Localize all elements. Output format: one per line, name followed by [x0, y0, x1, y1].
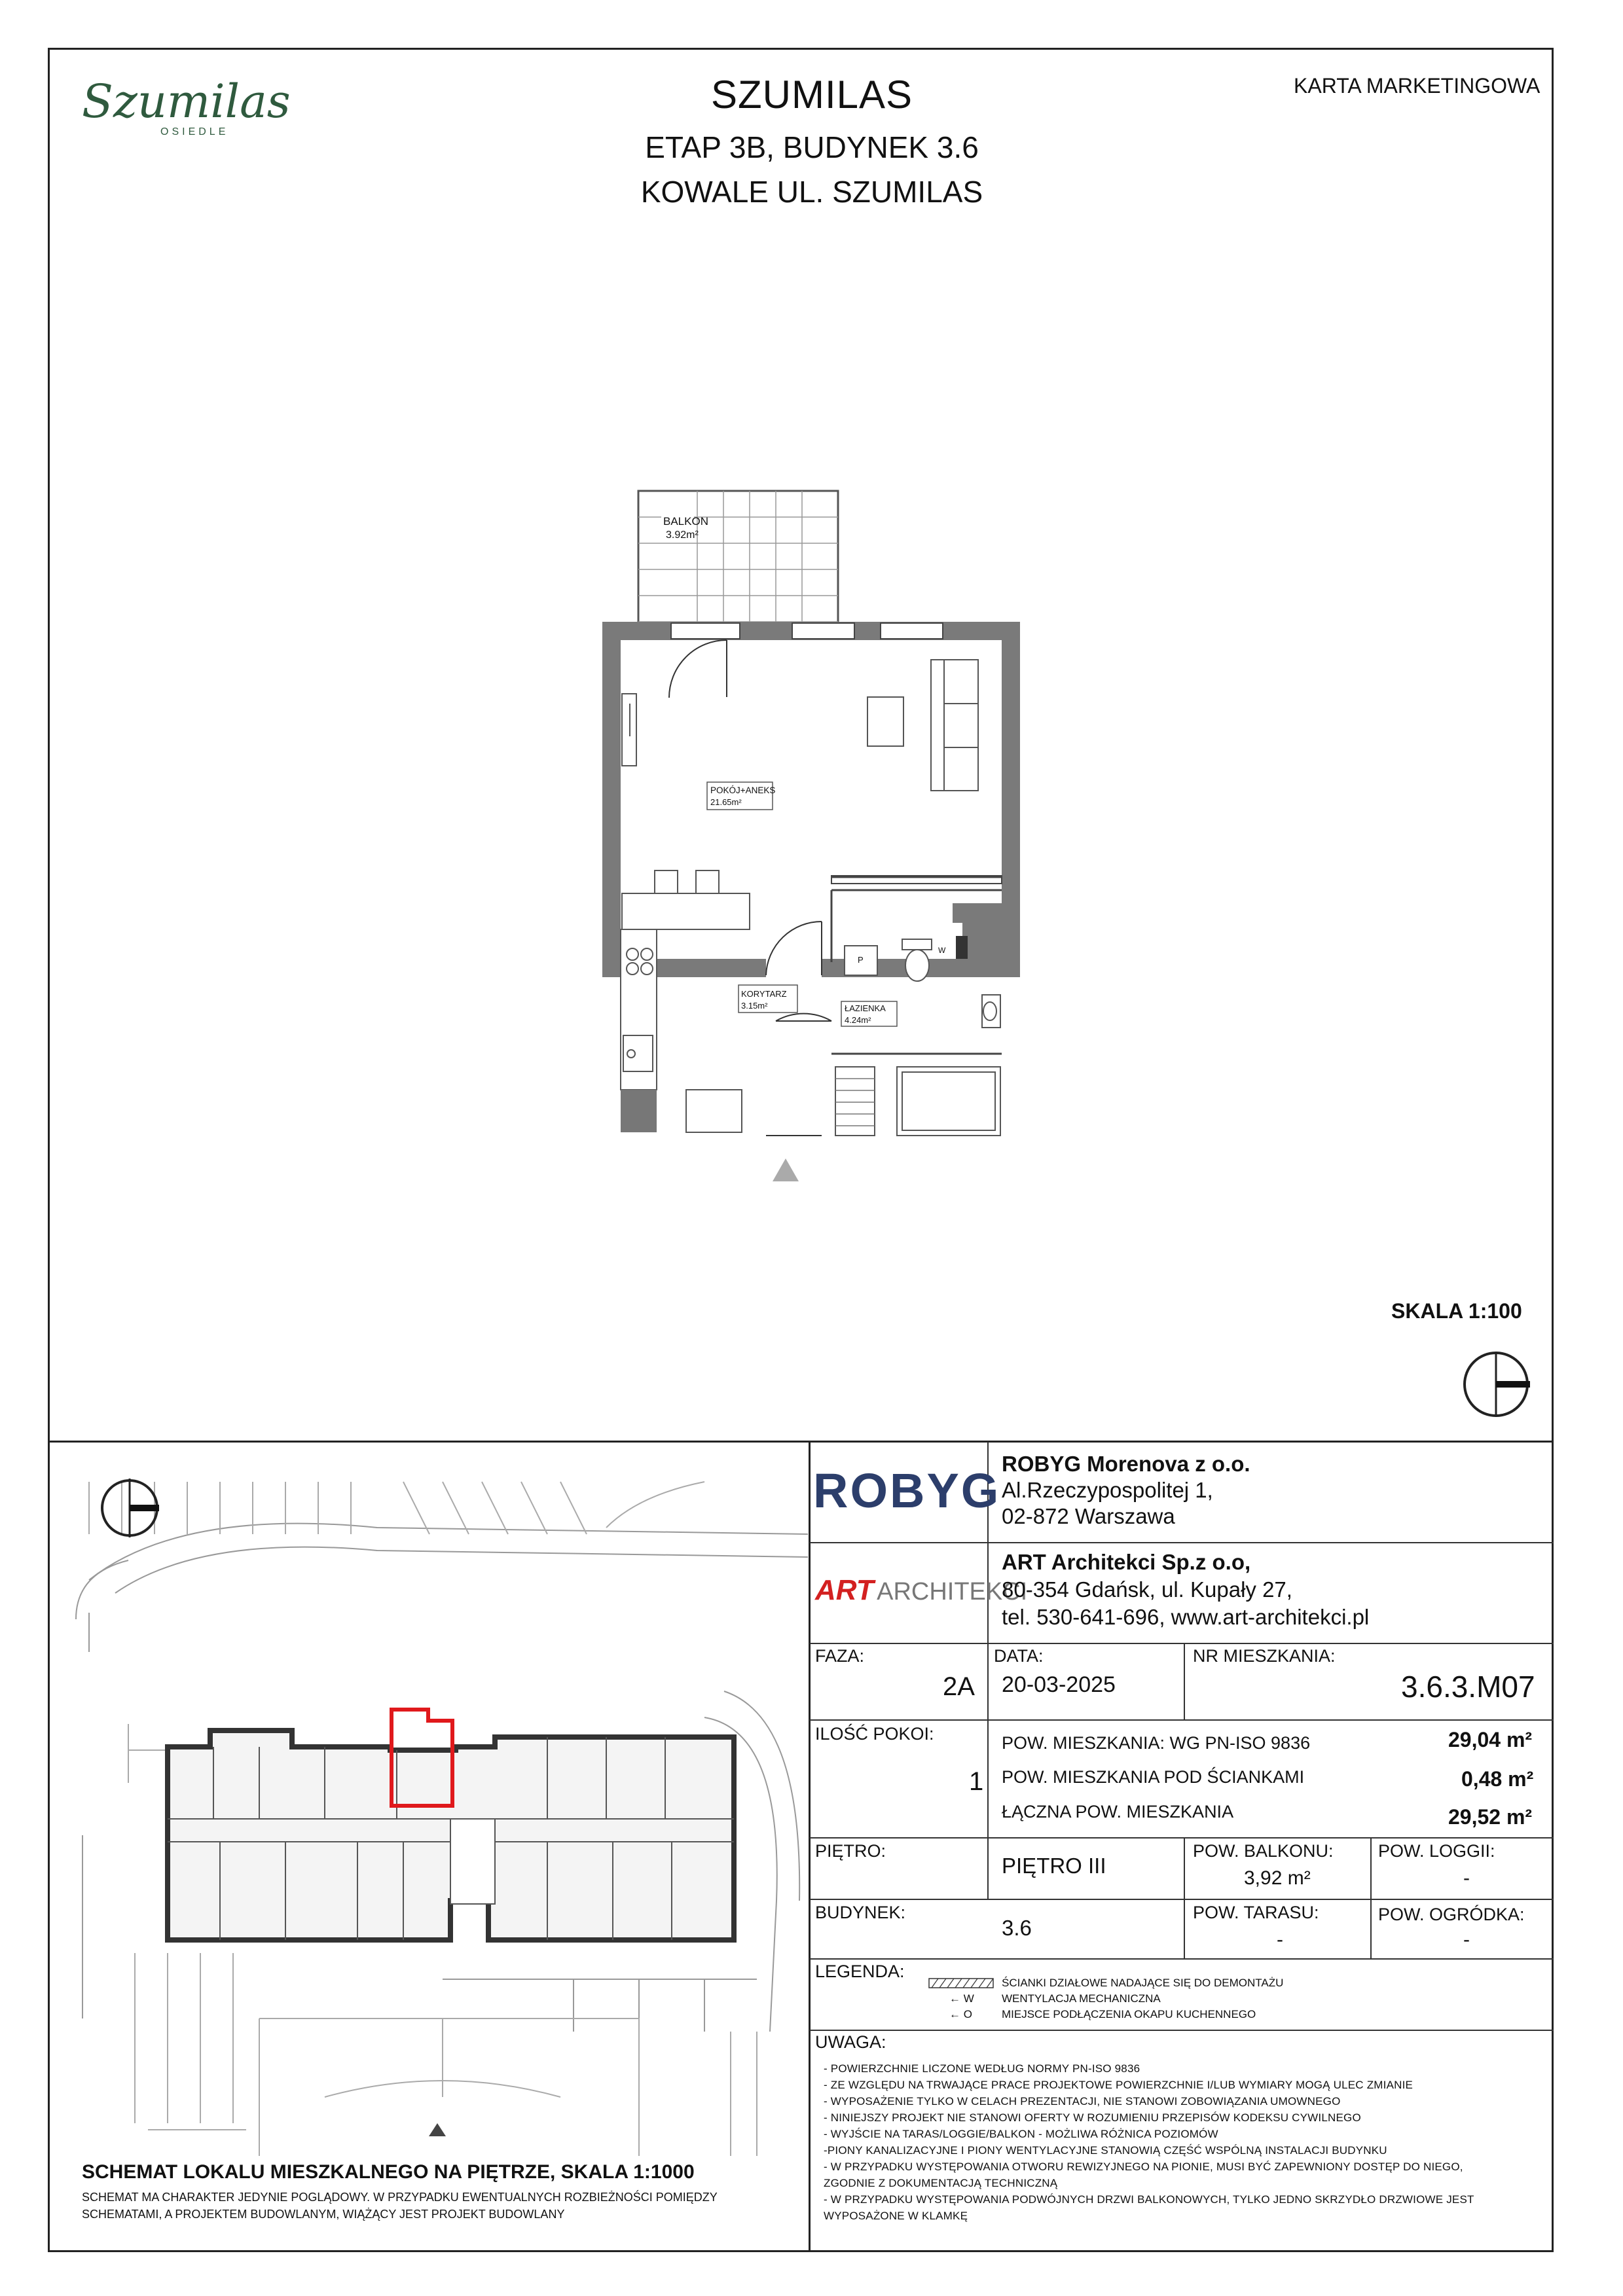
bathroom-area: 4.24m² — [845, 1015, 871, 1025]
legend-symbol-o: O — [963, 2008, 972, 2020]
scale-label: SKALA 1:100 — [1391, 1299, 1522, 1323]
row-divider-2 — [810, 1643, 1554, 1644]
legend-hood-icon: ← O — [949, 2008, 972, 2020]
budynek-label: BUDYNEK: — [815, 1903, 906, 1922]
wardrobe — [686, 1090, 742, 1132]
project-address: KOWALE UL. SZUMILAS — [640, 175, 983, 209]
faza-value: 2A — [943, 1672, 975, 1701]
corridor-label: KORYTARZ — [741, 989, 787, 999]
site-note-2: SCHEMATAMI, A PROJEKTEM BUDOWLANYM, WIĄŻĄCY JEST PROJEKT BUDOWLANY — [82, 2208, 565, 2221]
row-divider-6 — [810, 1958, 1554, 1960]
bathroom-label: ŁAZIENKA — [845, 1003, 886, 1013]
legend-item-3: MIEJSCE PODŁĄCZENIA OKAPU KUCHENNEGO — [1002, 2008, 1256, 2020]
pokoje-label: ILOŚĆ POKOI: — [815, 1724, 934, 1744]
pow3-value: 29,52 m² — [1448, 1805, 1533, 1829]
uwaga-line: - W PRZYPADKU WYSTĘPOWANIA OTWORU REWIZYJNEGO NA PIONIE, MUSI BYĆ ZAPEWNIONY DOSTĘP DO NIEGO, — [824, 2161, 1463, 2173]
north-arrow-icon — [1460, 1348, 1532, 1420]
uwaga-line: - WYJŚCIE NA TARAS/LOGGIE/BALKON - MOŻLIWA RÓŻNICA POZIOMÓW — [824, 2128, 1218, 2140]
living-room-area: 21.65m² — [710, 797, 742, 807]
corridor-area: 3.15m² — [741, 1001, 768, 1011]
uwaga-line: - ZE WZGLĘDU NA TRWAJĄCE PRACE PROJEKTOWE POWIERZCHNIE I/LUB WYMIARY MOGĄ ULEC ZMIANIE — [824, 2079, 1413, 2091]
loggia-label: POW. LOGGII: — [1378, 1841, 1495, 1861]
fridge — [621, 1090, 657, 1132]
uwaga-line: -PIONY KANALIZACYJNE I PIONY WENTYLACYJNE STANOWIĄ CZĘŚĆ WSPÓLNĄ INSTALACJI BUDYNKU — [824, 2144, 1387, 2157]
ogrodek-value: - — [1463, 1929, 1470, 1950]
art-logo — [815, 1574, 1027, 1607]
logo — [82, 75, 291, 154]
row-divider-1 — [810, 1542, 1554, 1543]
site-north-arrow-icon — [102, 1479, 159, 1537]
kitchen-counter — [621, 929, 657, 1090]
divider-vertical — [809, 1441, 811, 2252]
windows — [671, 623, 943, 639]
budynek-value: 3.6 — [1002, 1916, 1032, 1940]
architect-address-2: tel. 530-641-696, www.art-architekci.pl — [1002, 1605, 1370, 1629]
balkon-value: 3,92 m² — [1244, 1867, 1311, 1889]
kitchen-island — [622, 870, 750, 929]
robyg-logo: ROBYG — [813, 1463, 1001, 1518]
project-title: SZUMILAS — [710, 73, 913, 117]
logo-script: Szumilas — [82, 75, 291, 128]
col-divider-balkon — [1184, 1837, 1185, 1958]
nr-value: 3.6.3.M07 — [1401, 1670, 1535, 1704]
uwaga-line: - NINIEJSZY PROJEKT NIE STANOWI OFERTY W ROZUMIENIU PRZEPISÓW KODEKSU CYWILNEGO — [824, 2111, 1361, 2124]
uwaga-line: - POWIERZCHNIE LICZONE WEDŁUG NORMY PN-ISO 9836 — [824, 2062, 1140, 2075]
architect-name: ART Architekci Sp.z o.o, — [1002, 1550, 1251, 1574]
pow2-label: POW. MIESZKANIA POD ŚCIANKAMI — [1002, 1767, 1305, 1787]
legend-hatch-icon — [928, 1978, 994, 1988]
data-label: DATA: — [994, 1646, 1044, 1666]
art-logo-mark: ART — [815, 1574, 874, 1606]
coffee-table — [867, 697, 903, 746]
living-room-label: POKÓJ+ANEKS — [710, 785, 776, 795]
col-divider-data — [1184, 1643, 1185, 1719]
balcony — [638, 491, 838, 635]
row-divider-3 — [810, 1719, 1554, 1721]
uwaga-label: UWAGA: — [815, 2032, 886, 2052]
row-divider-5 — [810, 1899, 1554, 1900]
boiler-label: P — [858, 955, 864, 965]
site-note-1: SCHEMAT MA CHARAKTER JEDYNIE POGLĄDOWY. W PRZYPADKU EWENTUALNYCH ROZBIEŻNOŚCI POMIĘDZY — [82, 2191, 718, 2204]
balcony-label: BALKON — [663, 515, 708, 528]
legend-item-1: ŚCIANKI DZIAŁOWE NADAJĄCE SIĘ DO DEMONTAŻU — [1002, 1977, 1284, 1989]
pow1-value: 29,04 m² — [1448, 1728, 1533, 1751]
taras-label: POW. TARASU: — [1193, 1903, 1319, 1922]
pow2-value: 0,48 m² — [1461, 1767, 1534, 1791]
faza-label: FAZA: — [815, 1646, 865, 1666]
developer-name: ROBYG Morenova z o.o. — [1002, 1452, 1250, 1476]
architect-address-1: 80-354 Gdańsk, ul. Kupały 27, — [1002, 1577, 1292, 1602]
bathroom-door — [776, 1014, 831, 1021]
entrance-door — [766, 922, 822, 975]
uwaga-line: - WYPOSAŻENIE TYLKO W CELACH PREZENTACJI, NIE STANOWI ZOBOWIĄZANIA UMOWNEGO — [824, 2095, 1341, 2108]
balkon-label: POW. BALKONU: — [1193, 1841, 1334, 1861]
legend-vent-icon: ← W — [949, 1992, 974, 2005]
pow1-label: POW. MIESZKANIA: WG PN-ISO 9836 — [1002, 1733, 1311, 1753]
row-divider-4 — [810, 1837, 1554, 1839]
uwaga-notes — [824, 2060, 1544, 2224]
site-caption: SCHEMAT LOKALU MIESZKALNEGO NA PIĘTRZE, SKALA 1:1000 — [82, 2161, 695, 2183]
row-divider-7 — [810, 2030, 1554, 2031]
loggia-value: - — [1463, 1867, 1470, 1889]
site-entrance-marker — [429, 2123, 446, 2136]
logo-sub: OSIEDLE — [160, 126, 229, 137]
site-plan — [50, 1443, 808, 2156]
ogrodek-label: POW. OGRÓDKA: — [1378, 1905, 1525, 1924]
taras-value: - — [1277, 1929, 1283, 1950]
document-type: KARTA MARKETINGOWA — [1294, 74, 1541, 98]
data-value: 20-03-2025 — [1002, 1672, 1116, 1697]
pietro-label: PIĘTRO: — [815, 1841, 886, 1861]
nr-label: NR MIESZKANIA: — [1193, 1646, 1336, 1666]
uwaga-line: WYPOSAŻONE W KLAMKĘ — [824, 2210, 968, 2222]
sofa — [931, 660, 978, 791]
uwaga-line: ZGODNIE Z DOKUMENTACJĄ TECHNICZNĄ — [824, 2177, 1058, 2189]
legend-item-2: WENTYLACJA MECHANICZNA — [1002, 1992, 1161, 2005]
uwaga-line: - W PRZYPADKU WYSTĘPOWANIA PODWÓJNYCH DRZWI BALKONOWYCH, TYLKO JEDNO SKRZYDŁO DRZWIOWE JEST — [824, 2193, 1474, 2206]
apartment-floor-plan — [589, 478, 1021, 1204]
pokoje-value: 1 — [969, 1767, 984, 1796]
col-divider-faza — [987, 1643, 989, 1899]
balcony-area: 3.92m² — [666, 529, 699, 541]
washbasin — [982, 995, 1000, 1028]
project-stage: ETAP 3B, BUDYNEK 3.6 — [645, 130, 979, 164]
legend-symbol-w: W — [963, 1992, 974, 2005]
pietro-value: PIĘTRO III — [1002, 1854, 1106, 1878]
shower — [897, 1067, 1000, 1136]
developer-address-2: 02-872 Warszawa — [1002, 1504, 1175, 1528]
balcony-door — [669, 640, 727, 698]
legend-label: LEGENDA: — [815, 1962, 905, 1981]
vent-label: W — [938, 946, 946, 955]
col-divider-loggia — [1370, 1837, 1372, 1958]
entrance-marker — [773, 1158, 799, 1181]
pow3-label: ŁĄCZNA POW. MIESZKANIA — [1002, 1802, 1234, 1821]
art-logo-text: ARCHITEKCI — [877, 1578, 1028, 1605]
developer-address-1: Al.Rzeczypospolitej 1, — [1002, 1478, 1213, 1502]
